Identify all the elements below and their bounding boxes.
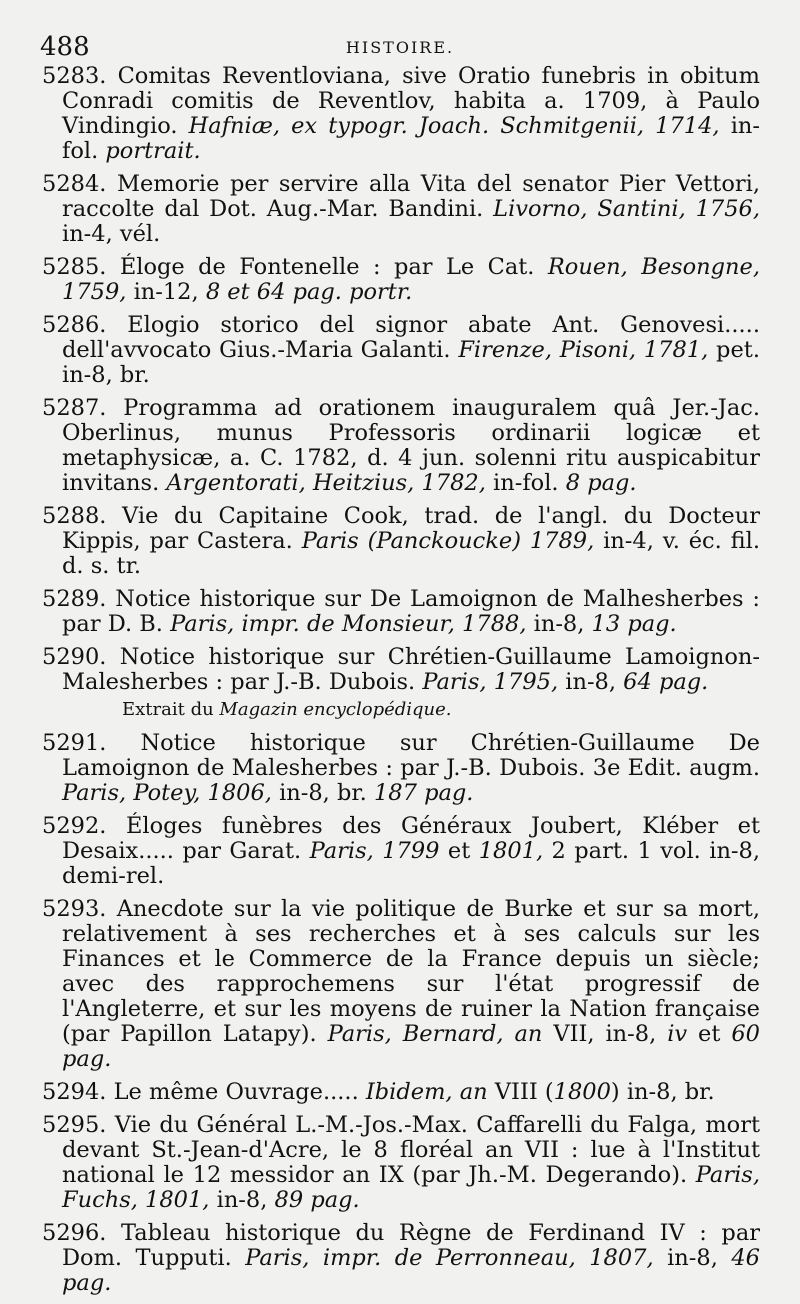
entry-text: in-8, br. — [271, 780, 374, 806]
catalog-entry — [42, 504, 760, 579]
entry-text: in-8, — [209, 1187, 275, 1213]
catalog-entry — [42, 1113, 760, 1213]
entry-text: Tableau historique du Règne de Ferdinand IV : par Dom. Tupputi. — [62, 1220, 760, 1271]
entry-number: 5283. — [42, 63, 107, 89]
entry-text: Notice historique sur De Lamoignon de Malhesherbes : par D. B. — [62, 586, 761, 637]
entry-number: 5293. — [42, 896, 107, 922]
entry-italic-text: Argentorati, Heitzius, 1782, — [166, 470, 486, 496]
entry-text: Vie du Général L.-M.-Jos.-Max. Caffarelli du Falga, mort devant St.-Jean-d'Acre, le 8 floréal an VII : lue à l'Institut national le 12 messidor an IX (par Jh.-M. Degerando). — [62, 1112, 760, 1188]
entry-text: in-4, vél. — [62, 221, 161, 247]
entry-text: Anecdote sur la vie politique de Burke et sur sa mort, relativement à ses recherches et à ses calculs sur les Finances et le Commerce de la France depuis un siècle; avec des rapprochemens sur l'état progressif de l'Angleterre, et sur les moyens de ruiner la Nation française (par Papillon Latapy). — [62, 896, 761, 1047]
entry-text: in-fol. — [62, 113, 760, 164]
entry-number: 5292. — [42, 813, 107, 839]
entry-text: in-4, v. éc. fil. d. s. tr. — [62, 528, 761, 579]
entry-italic-text: Rouen, Besongne, 1759, — [62, 254, 761, 305]
entry-text: et — [687, 1021, 732, 1047]
entry-text: VIII ( — [487, 1079, 554, 1105]
entry-note — [42, 699, 760, 721]
entry-italic-text: Paris (Panckoucke) 1789, — [301, 528, 595, 554]
entry-text: Éloge de Fontenelle : par Le Cat. — [119, 254, 548, 280]
entry-text: Extrait du — [122, 699, 220, 720]
catalog-entry — [42, 731, 760, 806]
page-number: 488 — [40, 32, 90, 62]
entry-italic-text: 64 pag. — [623, 669, 709, 695]
catalog-entries — [42, 64, 760, 1304]
entry-italic-text: Magazin encyclopédique. — [219, 699, 452, 720]
entry-text: Comitas Reventloviana, sive Oratio funebris in obitum Conradi comitis de Reventlov, habita a. 1709, à Paulo Vindingio. — [62, 63, 760, 139]
entry-text: Le même Ouvrage..... — [113, 1079, 366, 1105]
entry-text: in-8, — [558, 669, 624, 695]
entry-italic-text: 8 et 64 pag. portr. — [205, 279, 413, 305]
catalog-entry — [42, 396, 760, 496]
entry-italic-text: 1801, — [478, 838, 544, 864]
entry-number: 5290. — [42, 644, 107, 670]
entry-text: VII, in-8, — [542, 1021, 668, 1047]
entry-text: Éloges funèbres des Généraux Joubert, Kléber et Desaix..... par Garat. — [62, 813, 760, 864]
entry-italic-text: Paris, impr. de Monsieur, 1788, — [170, 611, 527, 637]
catalog-entry — [42, 1080, 760, 1105]
entry-italic-text: 187 pag. — [373, 780, 474, 806]
entry-italic-text: 8 pag. — [565, 470, 637, 496]
entry-number: 5289. — [42, 586, 107, 612]
entry-italic-text: iv — [667, 1021, 688, 1047]
entry-text: in-8, — [526, 611, 592, 637]
entry-text: Memorie per servire alla Vita del senator Pier Vettori, raccolte dal Dot. Aug.-Mar. Bandini. — [62, 171, 760, 222]
entry-number: 5291. — [42, 730, 107, 756]
entry-number: 5284. — [42, 171, 107, 197]
catalog-entry — [42, 1221, 760, 1296]
catalog-entry — [42, 645, 760, 695]
entry-number: 5285. — [42, 254, 107, 280]
entry-text: Elogio storico del signor abate Ant. Genovesi..... dell'avvocato Gius.-Maria Galanti. — [62, 312, 760, 363]
catalog-entry — [42, 587, 760, 637]
entry-text: in-fol. — [485, 470, 566, 496]
entry-number: 5286. — [42, 312, 107, 338]
page-header — [40, 32, 760, 62]
entry-italic-text: Paris, Potey, 1806, — [62, 780, 272, 806]
entry-italic-text: 46 pag. — [62, 1245, 760, 1296]
catalog-entry — [42, 897, 760, 1072]
entry-italic-text: Paris, impr. de Perronneau, 1807, — [245, 1245, 654, 1271]
catalog-entry — [42, 313, 760, 388]
entry-number: 5296. — [42, 1220, 107, 1246]
entry-italic-text: 13 pag. — [591, 611, 677, 637]
entry-italic-text: 1800 — [553, 1079, 611, 1105]
entry-number: 5287. — [42, 395, 107, 421]
entry-italic-text: Hafniæ, ex typogr. Joach. Schmitgenii, 1714, — [188, 113, 720, 139]
entry-text: in-8, — [653, 1245, 732, 1271]
entry-italic-text: portrait. — [105, 138, 201, 164]
entry-italic-text: Paris, 1799 — [309, 838, 440, 864]
entry-italic-text: Ibidem, an — [365, 1079, 488, 1105]
entry-text: Programma ad orationem inauguralem quâ Jer.-Jac. Oberlinus, munus Professoris ordinarii logicæ et metaphysicæ, a. C. 1782, d. 4 jun. solenni ritu auspicabitur invitans. — [62, 395, 760, 496]
catalog-entry — [42, 255, 760, 305]
catalog-entry — [42, 814, 760, 889]
catalog-entry — [42, 64, 760, 164]
entry-text: Notice historique sur Chrétien-Guillaume Lamoignon-Malesherbes : par J.-B. Dubois. — [62, 644, 760, 695]
entry-text: Vie du Capitaine Cook, trad. de l'angl. du Docteur Kippis, par Castera. — [62, 503, 760, 554]
entry-text: ) in-8, br. — [610, 1079, 715, 1105]
entry-text: et — [439, 838, 479, 864]
entry-number: 5288. — [42, 503, 107, 529]
entry-italic-text: Paris, Bernard, an — [327, 1021, 543, 1047]
catalog-entry — [42, 172, 760, 247]
entry-text: Notice historique sur Chrétien-Guillaume De Lamoignon de Malesherbes : par J.-B. Dubois. 3e Edit. augm. — [62, 730, 760, 781]
entry-number: 5295. — [42, 1112, 107, 1138]
running-head: HISTOIRE. — [345, 38, 455, 57]
entry-text: in-12, — [126, 279, 206, 305]
entry-italic-text: 60 pag. — [62, 1021, 760, 1072]
entry-italic-text: Firenze, Pisoni, 1781, — [458, 337, 709, 363]
entry-text: pet. in-8, br. — [62, 337, 760, 388]
entry-italic-text: Paris, 1795, — [422, 669, 559, 695]
entry-italic-text: Paris, Fuchs, 1801, — [62, 1162, 760, 1213]
entry-italic-text: Livorno, Santini, 1756, — [493, 196, 760, 222]
entry-italic-text: 89 pag. — [274, 1187, 360, 1213]
entry-text: 2 part. 1 vol. in-8, demi-rel. — [62, 838, 761, 889]
entry-number: 5294. — [42, 1079, 107, 1105]
